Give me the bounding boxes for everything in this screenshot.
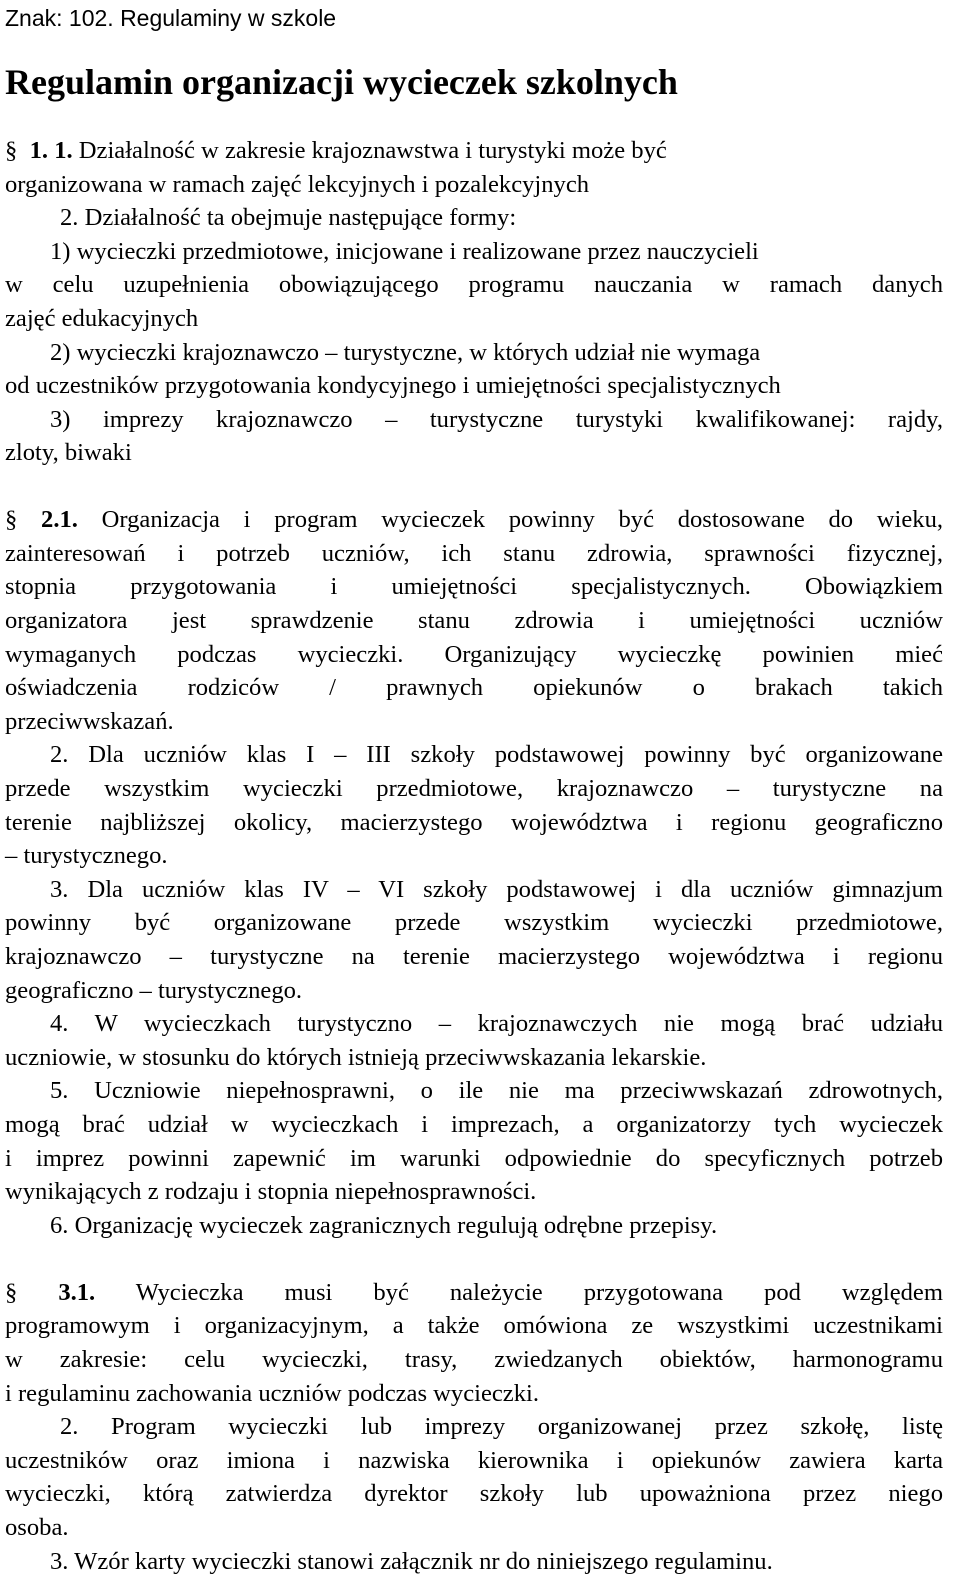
section-sign: § [5, 1279, 18, 1306]
paragraph-line: terenie najbliższej okolicy, macierzystego województwa i regionu geograficzno [5, 809, 943, 836]
paragraph-line: 2. Dla uczniów klas I – III szkoły podstawowej powinny być organizowane [50, 741, 943, 768]
paragraph-line: wynikających z rodzaju i stopnia niepełnosprawności. [5, 1178, 537, 1205]
paragraph-line: programowym i organizacyjnym, a także omówiona ze wszystkimi uczestnikami [5, 1312, 943, 1339]
paragraph-line: Wycieczka musi być należycie przygotowana pod względem [135, 1279, 943, 1306]
paragraph-line: 5. Uczniowie niepełnosprawni, o ile nie ma przeciwwskazań zdrowotnych, [50, 1077, 943, 1104]
document-title: Regulamin organizacji wycieczek szkolnych [5, 62, 678, 102]
paragraph-line: od uczestników przygotowania kondycyjnego i umiejętności specjalistycznych [5, 372, 781, 399]
paragraph-line: 3. Wzór karty wycieczki stanowi załącznik nr do niniejszego regulaminu. [50, 1548, 773, 1575]
paragraph-line: organizatora jest sprawdzenie stanu zdrowia i umiejętności uczniów [5, 607, 943, 634]
document-header: Znak: 102. Regulaminy w szkole [5, 5, 337, 31]
paragraph-line: organizowana w ramach zajęć lekcyjnych i pozalekcyjnych [5, 171, 590, 198]
paragraph-line: krajoznawczo – turystyczne na terenie macierzystego województwa i regionu [5, 943, 943, 970]
paragraph-line: zajęć edukacyjnych [5, 305, 199, 332]
section-sign: § [5, 506, 18, 533]
paragraph-line: oświadczenia rodziców / prawnych opiekunów o brakach takich [5, 674, 943, 701]
section-1-first-line [5, 134, 667, 168]
paragraph-line: 6. Organizację wycieczek zagranicznych regulują odrębne przepisy. [50, 1212, 718, 1239]
paragraph-line: wycieczki, którą zatwierdza dyrektor szkoły lub upoważniona przez niego [5, 1480, 943, 1507]
paragraph-line: wymaganych podczas wycieczki. Organizujący wycieczkę powinien mieć [5, 641, 943, 668]
section-number: 1. 1. [29, 137, 73, 164]
paragraph-line: mogą brać udział w wycieczkach i imprezach, a organizatorzy tych wycieczek [5, 1111, 943, 1138]
paragraph-line: Organizacja i program wycieczek powinny być dostosowane do wieku, [101, 506, 944, 533]
paragraph-line: Działalność w zakresie krajoznawstwa i turystyki może być [78, 137, 667, 164]
section-2-first-line [5, 503, 943, 537]
paragraph-line: przeciwwskazań. [5, 708, 174, 735]
section-sign: § [5, 137, 18, 164]
paragraph-line: zainteresowań i potrzeb uczniów, ich stanu zdrowia, sprawności fizycznej, [5, 540, 943, 567]
paragraph-line: uczestników oraz imiona i nazwiska kierownika i opiekunów zawiera karta [5, 1447, 943, 1474]
paragraph-line: geograficzno – turystycznego. [5, 977, 303, 1004]
paragraph-line: powinny być organizowane przede wszystkim wycieczki przedmiotowe, [5, 909, 943, 936]
paragraph-line: i regulaminu zachowania uczniów podczas wycieczki. [5, 1380, 540, 1407]
paragraph-line: 1) wycieczki przedmiotowe, inicjowane i realizowane przez nauczycieli [50, 238, 759, 265]
section-number: 3.1. [58, 1279, 96, 1306]
paragraph-line: stopnia przygotowania i umiejętności specjalistycznych. Obowiązkiem [5, 573, 943, 600]
paragraph-line: 2) wycieczki krajoznawczo – turystyczne, w których udział nie wymaga [50, 339, 761, 366]
paragraph-line: 4. W wycieczkach turystyczno – krajoznawczych nie mogą brać udziału [50, 1010, 943, 1037]
paragraph-line: zloty, biwaki [5, 439, 132, 466]
section-number: 2.1. [41, 506, 78, 533]
paragraph-line: 2. Działalność ta obejmuje następujące formy: [60, 204, 517, 231]
paragraph-line: w zakresie: celu wycieczki, trasy, zwiedzanych obiektów, harmonogramu [5, 1346, 943, 1373]
paragraph-line: osoba. [5, 1514, 69, 1541]
paragraph-line: w celu uzupełnienia obowiązującego programu nauczania w ramach danych [5, 271, 943, 298]
paragraph-line: 3. Dla uczniów klas IV – VI szkoły podstawowej i dla uczniów gimnazjum [50, 876, 943, 903]
paragraph-line: i imprez powinni zapewnić im warunki odpowiednie do specyficznych potrzeb [5, 1145, 943, 1172]
paragraph-line: uczniowie, w stosunku do których istnieją przeciwwskazania lekarskie. [5, 1044, 707, 1071]
section-3-first-line [5, 1276, 943, 1310]
paragraph-line: 2. Program wycieczki lub imprezy organizowanej przez szkołę, listę [60, 1413, 943, 1440]
paragraph-line: przede wszystkim wycieczki przedmiotowe, krajoznawczo – turystyczne na [5, 775, 943, 802]
paragraph-line: – turystycznego. [5, 842, 168, 869]
paragraph-line: 3) imprezy krajoznawczo – turystyczne turystyki kwalifikowanej: rajdy, [50, 406, 943, 433]
